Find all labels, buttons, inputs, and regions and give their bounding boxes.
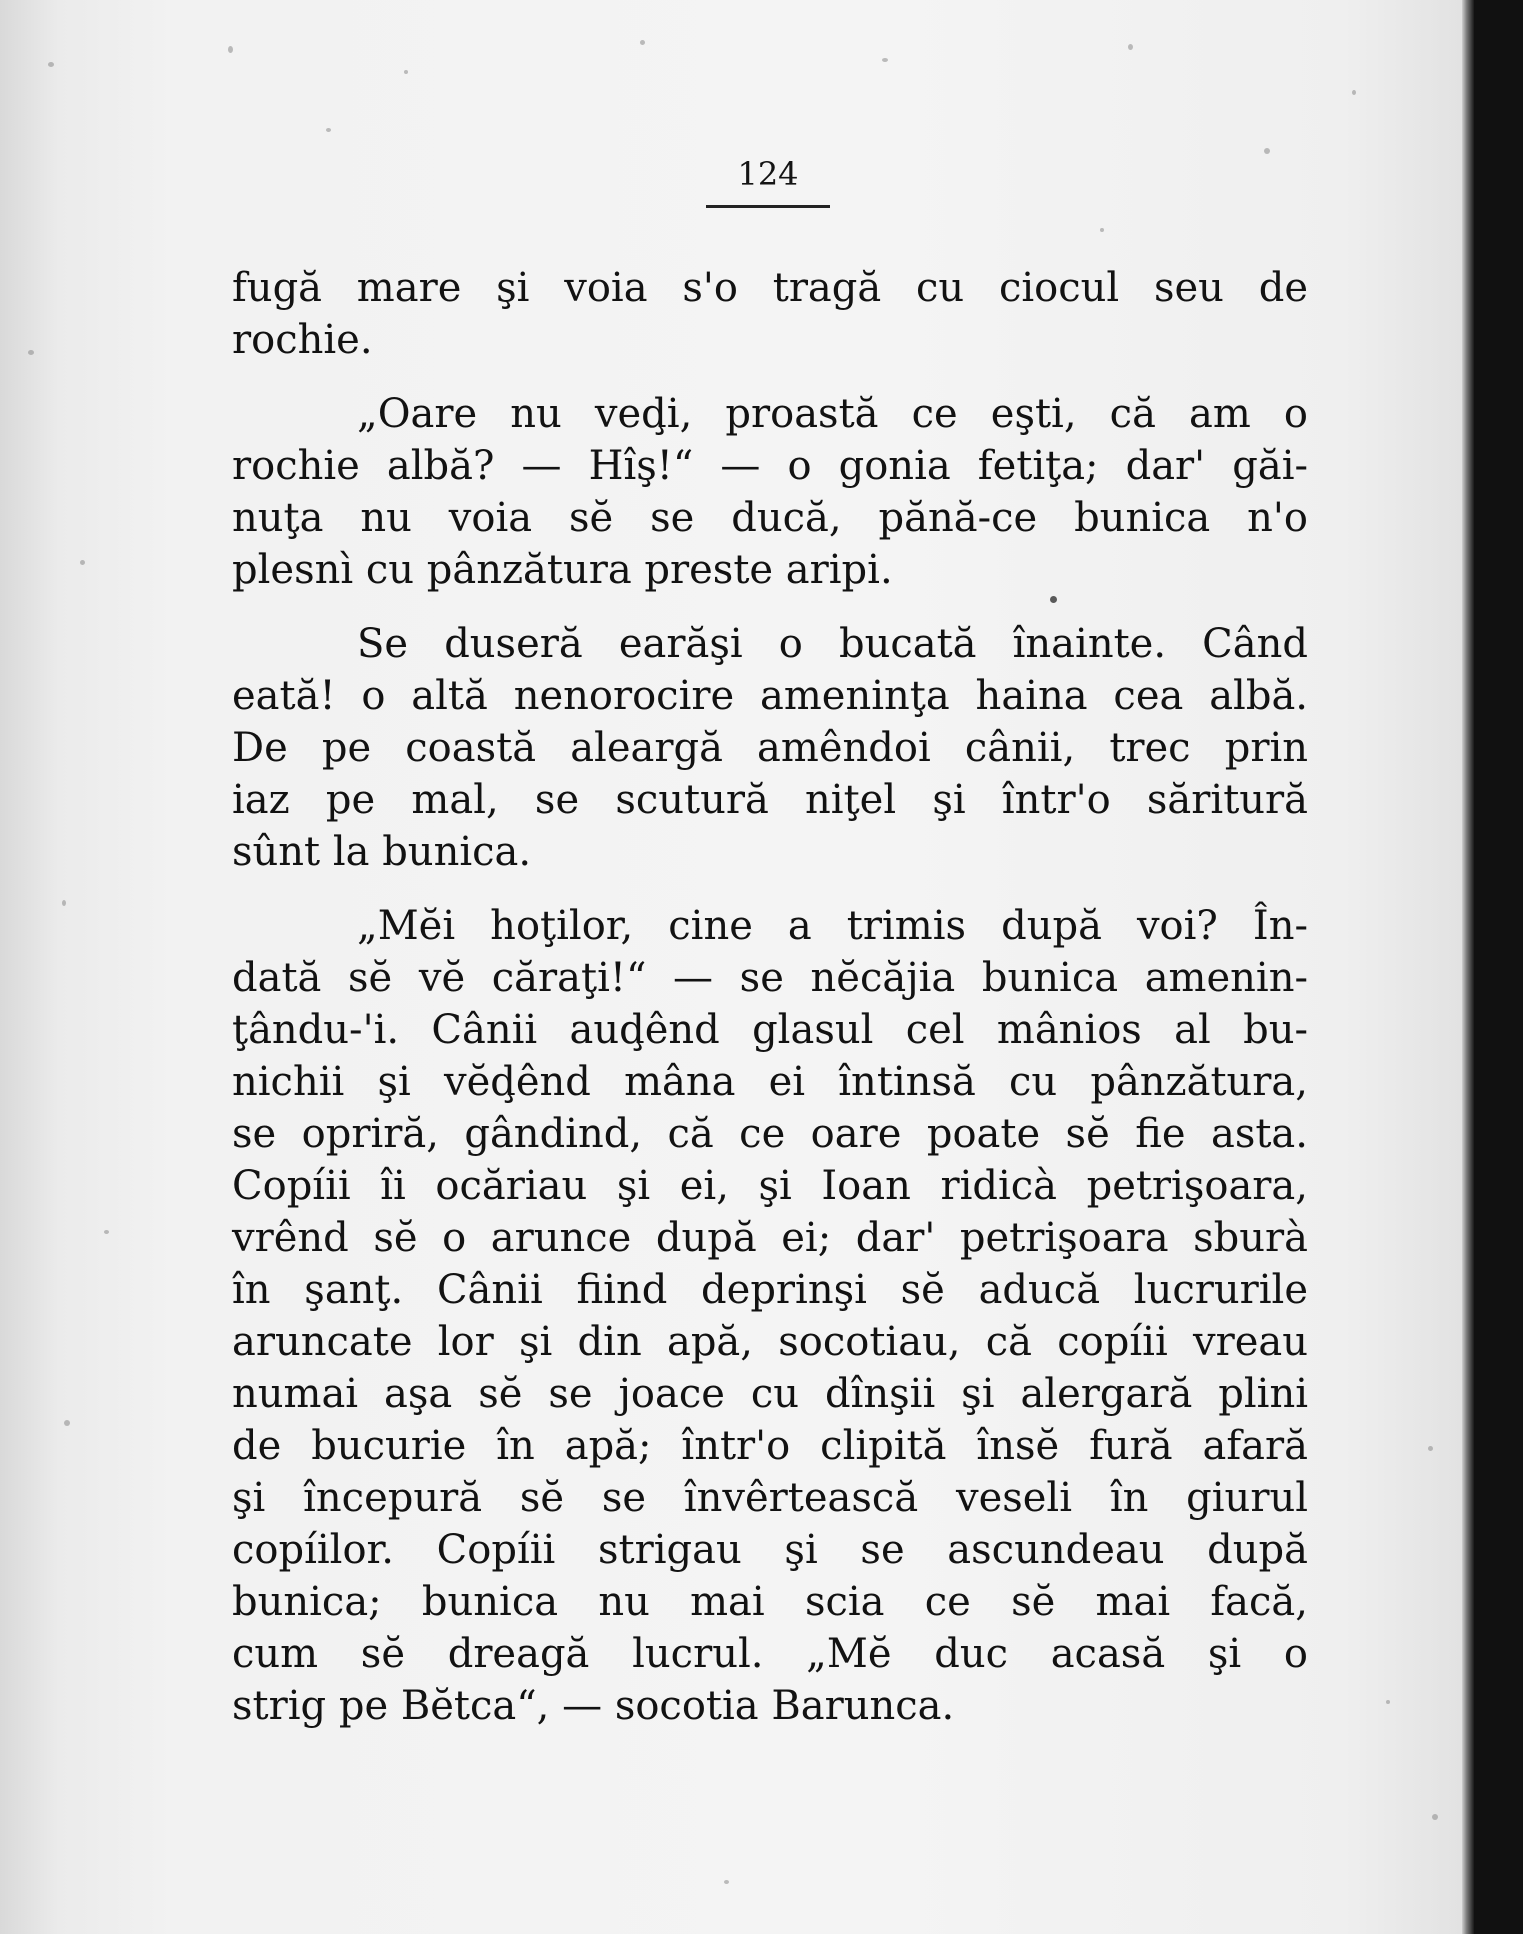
page-edge-shadow (1462, 0, 1474, 1934)
text-line: vrênd sĕ o arunce după ei; dar' petrişoara sburà (232, 1215, 1308, 1261)
text-line: fugă mare şi voia s'o tragă cu ciocul seu de (232, 265, 1308, 311)
paper-speck (1128, 44, 1133, 50)
paper-speck (48, 62, 54, 67)
paper-speck (1100, 228, 1104, 232)
paper-speck (404, 70, 408, 74)
page-number-underline (706, 205, 830, 208)
text-line: copíilor. Copíii strigau şi se ascundeau după (232, 1527, 1308, 1573)
paper-speck (62, 900, 66, 906)
text-line: în şanţ. Cânii fiind deprinşi sĕ aducă lucrurile (232, 1267, 1308, 1313)
text-line: nichii şi vĕḑênd mâna ei întinsă cu pânzătura, (232, 1059, 1308, 1105)
paragraph-gap (232, 366, 1308, 388)
text-line: iaz pe mal, se scutură niţel şi într'o săritură (232, 777, 1308, 823)
paper-speck (1428, 1446, 1433, 1451)
paper-speck (104, 1230, 109, 1234)
text-line: Copíii îi ocăriau şi ei, şi Ioan ridicà petrişoara, (232, 1163, 1308, 1209)
paper-speck (640, 40, 645, 45)
text-line: rochie albă? — Hîş!“ — o gonia fetiţa; dar' găi- (232, 443, 1308, 489)
paper-speck (326, 128, 331, 132)
text-line: „Oare nu veḑi, proastă ce eşti, că am o (357, 391, 1308, 437)
paper-speck (80, 560, 85, 565)
paper-speck (228, 46, 233, 53)
paragraph (232, 900, 1308, 1732)
text-line: eată! o altă nenorocire ameninţa haina cea albă. (232, 673, 1308, 719)
text-line: şi începură sĕ se învêrtească veseli în giurul (232, 1475, 1308, 1521)
text-line: bunica; bunica nu mai scia ce sĕ mai facă, (232, 1579, 1308, 1625)
text-line: nuţa nu voia sĕ se ducă, pănă-ce bunica n'o (232, 495, 1308, 541)
paragraph-gap (232, 878, 1308, 900)
text-line: rochie. (232, 317, 373, 363)
paper-speck (1386, 1700, 1390, 1704)
text-line: plesnì cu pânzătura preste aripi. (232, 547, 893, 593)
text-line: de bucurie în apă; într'o clipită însĕ fură afară (232, 1423, 1308, 1469)
paper-speck (1432, 1814, 1438, 1820)
paragraph-gap (232, 596, 1308, 618)
paper-speck (1264, 148, 1270, 154)
text-line: Se duseră earăşi o bucată înainte. Când (357, 621, 1308, 667)
paragraph (232, 262, 1308, 366)
text-line: „Mĕi hoţilor, cine a trimis după voi? În- (357, 903, 1308, 949)
paper-speck (28, 350, 34, 355)
text-line: De pe coastă aleargă amêndoi cânii, trec prin (232, 725, 1308, 771)
paper-speck (64, 1420, 70, 1426)
text-line: numai aşa sĕ se joace cu dînşii şi alergară plini (232, 1371, 1308, 1417)
paragraph (232, 388, 1308, 596)
text-line: strig pe Bĕtca“, — socotia Barunca. (232, 1683, 955, 1729)
page-number: 124 (737, 155, 799, 193)
text-line: dată sĕ vĕ căraţi!“ — se nĕcăjia bunica amenin- (232, 955, 1308, 1001)
paper-speck (1352, 90, 1356, 95)
text-line: aruncate lor şi din apă, socotiau, că copíii vreau (232, 1319, 1308, 1365)
text-line: sûnt la bunica. (232, 829, 532, 875)
text-line: se opriră, gândind, că ce oare poate sĕ fie asta. (232, 1111, 1308, 1157)
paper-speck (724, 1880, 729, 1884)
body-text (232, 262, 1308, 1732)
text-line: ţându-'i. Cânii auḑênd glasul cel mânios al bu- (232, 1007, 1308, 1053)
paragraph (232, 618, 1308, 878)
paper-speck (882, 58, 888, 62)
text-line: cum sĕ dreagă lucrul. „Mĕ duc acasă şi o (232, 1631, 1308, 1677)
